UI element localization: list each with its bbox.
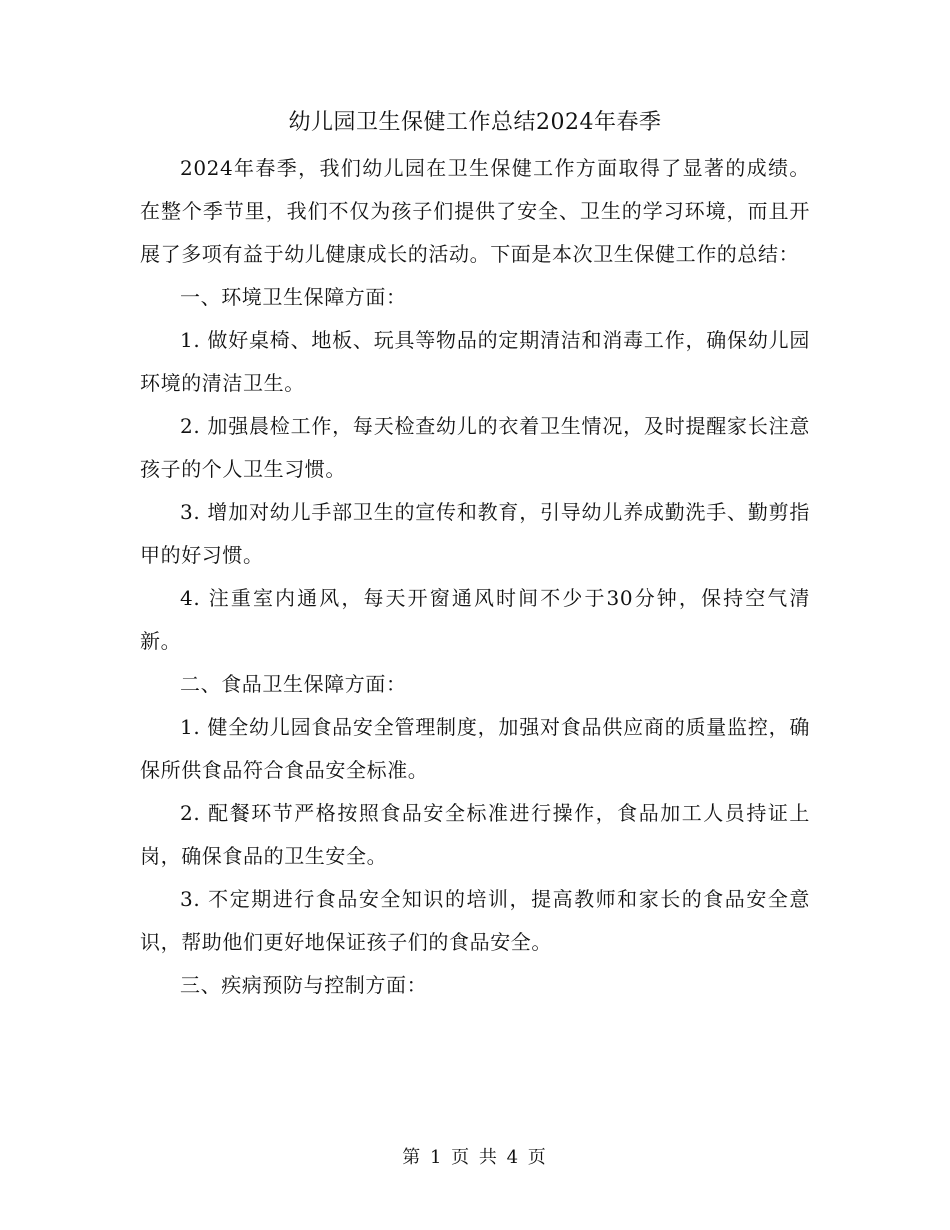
intro-paragraph: 2024年春季，我们幼儿园在卫生保健工作方面取得了显著的成绩。在整个季节里，我们不仅为孩子们提供了安全、卫生的学习环境，而且开展了多项有益于幼儿健康成长的活动。下面是本次卫生保健工作的总结： <box>140 156 810 266</box>
section-heading-food: 二、食品卫生保障方面： <box>180 672 407 696</box>
list-item: 2. 加强晨检工作，每天检查幼儿的衣着卫生情况，及时提醒家长注意孩子的个人卫生习惯。 <box>140 414 810 481</box>
list-item: 2. 配餐环节严格按照食品安全标准进行操作，食品加工人员持证上岗，确保食品的卫生安全。 <box>140 801 810 868</box>
list-item: 1. 做好桌椅、地板、玩具等物品的定期清洁和消毒工作，确保幼儿园环境的清洁卫生。 <box>140 328 810 395</box>
list-item: 1. 健全幼儿园食品安全管理制度，加强对食品供应商的质量监控，确保所供食品符合食品安全标准。 <box>140 715 810 782</box>
list-item: 3. 增加对幼儿手部卫生的宣传和教育，引导幼儿养成勤洗手、勤剪指甲的好习惯。 <box>140 500 810 567</box>
document-title: 幼儿园卫生保健工作总结2024年春季 <box>288 110 662 135</box>
section-heading-disease: 三、疾病预防与控制方面： <box>180 973 428 997</box>
list-item: 3. 不定期进行食品安全知识的培训，提高教师和家长的食品安全意识，帮助他们更好地保证孩子们的食品安全。 <box>140 887 810 954</box>
page-footer: 第 1 页 共 4 页 <box>402 1147 548 1168</box>
list-item: 4. 注重室内通风，每天开窗通风时间不少于30分钟，保持空气清新。 <box>140 586 810 653</box>
document-body <box>140 147 810 1007</box>
section-heading-environment: 一、环境卫生保障方面： <box>180 285 407 309</box>
